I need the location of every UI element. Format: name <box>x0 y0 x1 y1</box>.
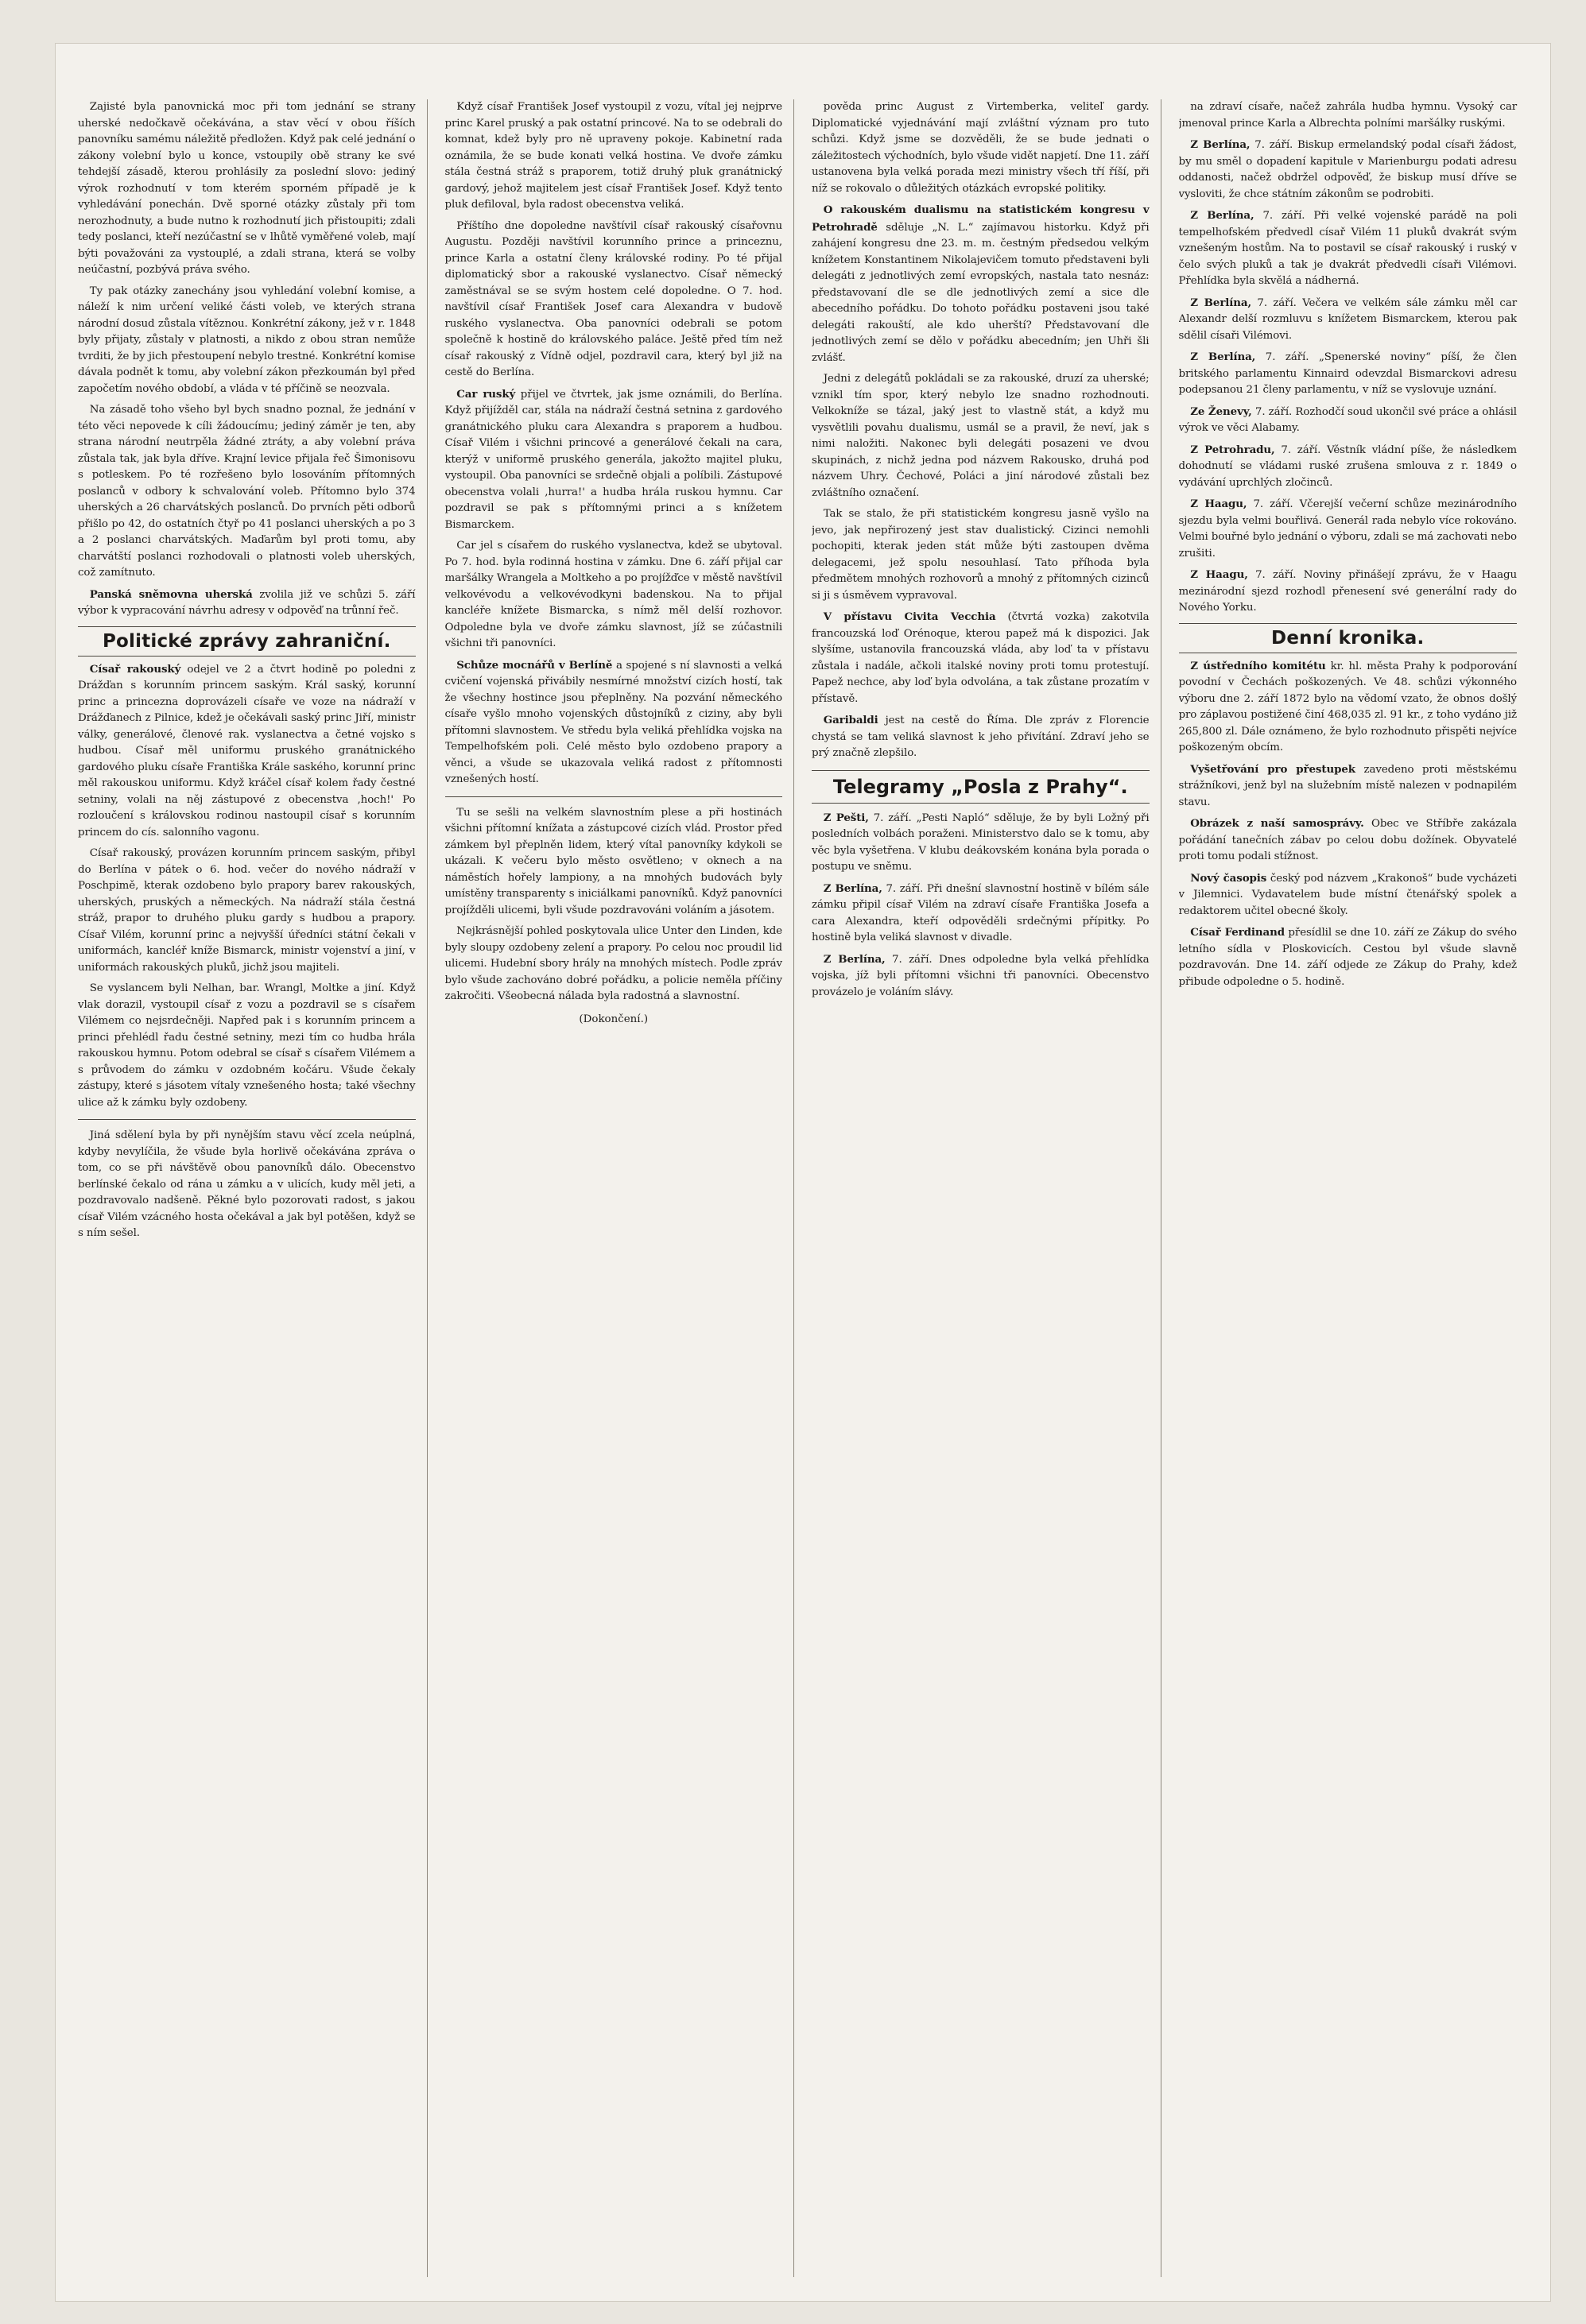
article-paragraph <box>1179 349 1518 399</box>
article-paragraph <box>1179 404 1518 437</box>
newspaper-page <box>56 44 1550 2301</box>
article-text: odejel ve 2 a čtvrt hodině po poledni z Drážďan s korunním princem saským. Král saský, korunní princ a princezna doprovázeli císaře ve voze na nádraží v Drážďanech z Pilnice, kdež je očekávali saský princ Jiří, ministr války, generálové, členové rak. vyslanectva a četné vojsko s hudbou. Císař měl uniformu pruského granátnického gardového pluku císaře Františka Krále saského, korunní princ měl rakouskou uniformu. Když kráčel císař kolem řady čestné setniny, volali na něj zástupové z obecenstva ,hoch!' Po rozloučení s královskou rodinou nastoupil císař s korunním princem do cís. salonního vagonu. <box>78 663 416 839</box>
article-paragraph <box>445 386 783 534</box>
article-text: a spojené s ní slavnosti a velká cvičení vojenská přivábily nesmírné množství cizích hostí, tak že všechny hostince jsou přeplněny. Na pozvání německého císaře vyšlo mnoho vojenských důstojníků z ciziny, aby byli přítomni slavnostem. Ve středu byla veliká přehlídka vojska na Tempelhofském poli. Celé město bylo ozdobeno prapory a věnci, a všude se ukazovala veliká radost z přítomnosti vznešených hostí. <box>444 659 782 785</box>
article-paragraph <box>812 810 1150 876</box>
article-text: Ty pak otázky zanechány jsou vyhledání volební komise, a náleží k nim určení veliké části voleb, ve kterých strana národní dosud zůstala vítěznou. Konkrétní zákony, jež v r. 1848 byly přijaty, zůstaly v platnosti, a nikdo z obou stran nemůže tvrditi, že by jich přestoupení nebylo trestné. Konkrétní komise dávala podnět k tomu, aby volební zákon přezkoumán byl před započetím nového období, a vláda v té příčině se neozvala. <box>78 285 416 395</box>
column-2 <box>445 99 795 2277</box>
article-text: Jedni z delegátů pokládali se za rakouské, druzí za uherské; vznikl tím spor, který nebylo lze snadno rozhodnouti. Velkokníže se tázal, jaký jest to vlastně stát, a když mu vysvětlili povahu dualismu, usmál se a pravil, že neví, jak s nimi naložiti. Nakonec byli delegáti posazeni ve dvou skupinách, z nichž jedna pod názvem Rakousko, druhá pod názvem Uhry. Čechové, Poláci a jiní národové zůstali bez zvláštního označení. <box>812 373 1150 499</box>
article-text: zvolila již ve schůzi 5. září výbor k vypracování návrhu adresy v odpověď na trůnní řeč. <box>78 588 416 617</box>
article-lead: Schůze mocnářů v Berlíně <box>456 658 613 672</box>
article-text: přijel ve čtvrtek, jak jsme oznámili, do Berlína. Když přijížděl car, stála na nádraží čestná setnina z gardového granátnického pluku cara Alexandra s praporem a hudbou. Císař Vilém i všichni princové a generálové čekali na cara, kterýž v uniformě pruského generála, jakožto majitel pluku, vystoupil. Oba panovníci se srdečně objali a políbili. Zástupové obecenstva volali ,hurra!' a hudba hrála ruskou hymnu. Car pozdravil se pak s přítomnými princi a s knížetem Bismarckem. <box>444 388 782 531</box>
article-lead: Z Haagu, <box>1190 568 1248 581</box>
article-lead: Z Haagu, <box>1190 498 1247 510</box>
article-text: 7. září. Při dnešní slavnostní hostině v bílém sále zámku připil císař Vilém na zdraví císaře Františka Josefa a cara Alexandra, kteří odpověděli srdečnými přípitky. Po hostině byla veliká slavnost v divadle. <box>812 882 1150 943</box>
article-lead: Vyšetřování pro přestupek <box>1190 762 1355 776</box>
article-paragraph <box>1179 815 1518 866</box>
article-paragraph <box>812 712 1150 762</box>
article-paragraph <box>1179 137 1518 203</box>
article-text: zavedeno proti městskému strážníkovi, jenž byl na služebním místě nalezen v podnapilém stavu. <box>1178 763 1517 808</box>
article-lead: Nový časopis <box>1190 871 1267 885</box>
article-text: Na zásadě toho všeho byl bych snadno poznal, že jednání v této věci nepovede k cíli žádoucímu; jediný záměr je ten, aby strana národní neutrpěla žádné ztráty, a aby volební práva zůstala tak, jak byla dříve. Krajní levice přijala řeč Šimonisovu s potleskem. Po té rozřešeno bylo losováním přítomných poslanců v odbory k schvalování voleb. Přítomno bylo 374 uherských a 26 charvátských poslanců. Do prvních pěti odborů přišlo po 42, do ostatních čtyř po 41 poslanci uherských a po 3 a 2 poslanci charvátských. Maďarům byl proti tomu, aby charvátští poslanci rozhodovali o platnosti voleb uherských, což zamítnuto. <box>78 404 416 579</box>
article-lead: V přístavu Civita Vecchia <box>823 610 996 623</box>
article-paragraph <box>1179 761 1518 811</box>
article-paragraph <box>1179 442 1518 492</box>
article-paragraph <box>812 951 1150 1001</box>
article-lead: Car ruský <box>456 387 516 401</box>
section-heading: Denní kronika. <box>1179 623 1518 653</box>
article-text: sděluje „N. L.“ zajímavou historku. Když při zahájení kongresu dne 23. m. m. čestným předsedou velkým knížetem Konstantinem Nikolajevičem tomuto představeni byli delegáti z jednotlivých zemí evropských, nastala tato nesnáz: představovaní dle se dle jednotlivých zemí a sice dle abecedního pořádku. Do tohoto pořádku postaveni jsou také delegáti rakouští, ale kdo uherští? Představovaní dle jednotlivých zemí se dělo v pořádku abecedním; jen Uhři šli zvlášť. <box>812 221 1150 364</box>
article-paragraph <box>1179 870 1518 920</box>
article-paragraph <box>812 881 1150 947</box>
article-paragraph <box>78 661 416 842</box>
article-text: přesídlil se dne 10. září ze Zákup do svého letního sídla v Ploskovicích. Cestou byl všude slavně pozdravován. Dne 14. září odjede ze Zákup do Prahy, kdež přibude odpoledne o 5. hodině. <box>1178 927 1517 988</box>
article-paragraph <box>1179 295 1518 345</box>
section-heading: Politické zprávy zahraniční. <box>78 626 416 657</box>
article-text: 7. září. Noviny přinášejí zprávu, že v Haagu mezinárodní sjezd rozhodl přenesení své generální rady do Nového Yorku. <box>1178 569 1517 614</box>
article-lead: Z Berlína, <box>823 881 882 895</box>
article-text: na zdraví císaře, načež zahrála hudba hymnu. Vysoký car jmenoval prince Karla a Albrechta polními maršálky ruskými. <box>1178 101 1517 130</box>
article-text: Jiná sdělení byla by při nynějším stavu věcí zcela neúplná, kdyby nevylíčila, že všude byla horlivě očekávána zpráva o tom, co se při návštěvě obou panovníků dálo. Obecenstvo berlínské čekalo od rána u zámku a v ulicích, kudy měl jeti, a pozdravovalo nadšeně. Pěkné bylo pozorovati radost, s jakou císař Vilém vzácného hosta očekával a jak byl potěšen, když se s ním sešel. <box>78 1129 416 1239</box>
article-text: český pod názvem „Krakonoš“ bude vycházeti v Jilemnici. Vydavatelem bude místní čtenářský spolek a redaktorem učitel obecné školy. <box>1178 872 1518 917</box>
article-paragraph <box>445 657 783 788</box>
article-text: 7. září. Rozhodčí soud ukončil své práce a ohlásil výrok ve věci Alabamy. <box>1178 405 1517 434</box>
columns <box>78 99 1528 2277</box>
article-text: Tu se sešli na velkém slavnostním plese a při hostinách všichni přítomní knížata a zástupcové cizích vlád. Prostor před zámkem byl přeplněn lidem, který vítal panovníky kdykoli se ukázali. K večeru bylo město osvětleno; v oknech a na náměstích hořely lampiony, a na mnohých budovách byly umístěny transparenty s iniciálkami panovníků. Když panovníci projížděli ulicemi, byli všude pozdravováni voláním a jásotem. <box>444 806 782 916</box>
article-paragraph <box>1179 567 1518 617</box>
divider <box>445 796 783 797</box>
article-lead: Císař rakouský <box>89 662 181 676</box>
article-lead: Z Pešti, <box>823 811 869 824</box>
article-text: Car jel s císařem do ruského vyslanectva, kdež se ubytoval. Po 7. hod. byla rodinná hostina v zámku. Dne 6. září přijal car maršálky Wrangela a Moltkeho a po projížďce v městě navštívil velkovévodu a velkovévodkyni badenskou. Na to přijal kancléře knížete Bismarcka, s nímž měl delší rozhovor. Odpoledne byla ve dvoře zámku slavnost, jíž se zúčastnili všichni tři panovníci. <box>444 540 782 649</box>
article-text: 7. září. Biskup ermelandský podal císaři žádost, by mu směl o dopadení kapitule v Marienburgu podati adresu oddanosti, načež obdržel odpověď, že biskup musí dříve se vysloviti, že chce státním zákonům se podrobiti. <box>1178 139 1518 200</box>
article-lead: Panská sněmovna uherská <box>89 587 253 601</box>
article-text: 7. září. Dnes odpoledne byla velká přehlídka vojska, jíž byli přítomni všichni tři panovníci. Obecenstvo provázelo je voláním slávy. <box>812 953 1150 998</box>
article-lead: O rakouském dualismu na statistickém kongresu v Petrohradě <box>812 203 1150 234</box>
article-lead: Z ústředního komitétu <box>1190 659 1326 672</box>
telegram-heading: Telegramy „Posla z Prahy“. <box>812 770 1150 804</box>
article-text: Nejkrásnější pohled poskytovala ulice Unter den Linden, kde byly sloupy ozdobeny zelení a prapory. Po celou noc proudil lid ulicemi. Hudební sbory hrály na mnohých místech. Podle zpráv bylo všude zachováno dobré pořádku, a policie neměla příčiny zakročiti. Všeobecná nálada byla radostná a slavnostní. <box>444 925 782 1002</box>
article-paragraph <box>812 609 1150 707</box>
column-4 <box>1179 99 1529 2277</box>
article-paragraph <box>812 202 1150 366</box>
article-paragraph <box>1179 496 1518 562</box>
article-lead: Z Berlína, <box>823 952 886 966</box>
article-paragraph <box>1179 924 1518 990</box>
article-lead: Garibaldi <box>823 714 878 726</box>
divider <box>78 1119 416 1120</box>
article-lead: Císař Ferdinand <box>1190 926 1285 939</box>
article-lead: Z Berlína, <box>1190 209 1254 222</box>
article-lead: Z Berlína, <box>1190 351 1256 363</box>
article-text: 7. září. Večera ve velkém sále zámku měl car Alexandr delší rozmluvu s knížetem Bismarckem, kterou pak sdělil císaři Vilémovi. <box>1178 296 1518 342</box>
article-paragraph <box>1179 207 1518 290</box>
article-paragraph <box>78 587 416 620</box>
article-text: 7. září. Při velké vojenské parádě na poli tempelhofském předvedl císař Vilém 11 pluků dvakrát svým vznešeným hostům. Na to postavil se císař rakouský i ruský v čelo svých pluků a tak je dvakrát předvedli císaři Vilémovi. Přehlídka byla skvělá a nádherná. <box>1178 210 1517 287</box>
continuation-note: (Dokončení.) <box>579 1013 649 1025</box>
article-text: Příštího dne dopoledne navštívil císař rakouský císařovnu Augustu. Později navštívil korunního prince a princeznu, prince Karla a ostatní členy královské rodiny. Po té přijal diplomatický sbor a rakouské vyslanectvo. Císař německý zaměstnával se se svým hostem celé dopoledne. O 7. hod. navštívil císař František Josef cara Alexandra v budově ruského vyslanectva. Oba panovníci odebrali se potom společně k hostině do královského paláce. Ještě před tím než císař rakouský z Vídně odjel, pozdravil cara, který byl již na cestě do Berlína. <box>444 219 782 378</box>
article-text: Když císař František Josef vystoupil z vozu, vítal jej nejprve princ Karel pruský a pak ostatní princové. Na to se odebrali do komnat, kdež byly pro ně upraveny pokoje. Kabinetní rada oznámila, že se bude konati velká hostina. Ve dvoře zámku stála čestná stráž s praporem, totiž druhý pluk granátnický gardový, jehož majitelem jest císař František Josef. Když tento pluk defiloval, byla radost obecenstva veliká. <box>444 101 782 211</box>
article-text: 7. září. „Pesti Napló“ sděluje, že by byli Ložný při posledních volbách poraženi. Ministerstvo dalo se k tomu, aby věc byla vyšetřena. V klubu deákovském konána byla porada o postupu ve sněmu. <box>812 811 1150 873</box>
article-paragraph <box>1179 658 1518 757</box>
article-lead: Z Petrohradu, <box>1190 443 1275 456</box>
article-lead: Z Berlína, <box>1190 296 1252 309</box>
article-text: Obec ve Stříbře zakázala pořádání tanečních zábav po celou dobu dožínek. Obyvatelé proti tomu podali stížnost. <box>1178 818 1517 862</box>
article-text: 7. září. Věstník vládní píše, že následkem dohodnutí se vládami ruské zrušena smlouva z r. 1849 o vydávání uprchlých zločinců. <box>1178 443 1517 489</box>
article-text: 7. září. Včerejší večerní schůze mezinárodního sjezdu byla velmi bouřlivá. Generál rada nebylo více rokováno. Velmi bouřné bylo jednání o výboru, zdali se má zachovati nebo zrušiti. <box>1178 498 1517 560</box>
article-text: Se vyslancem byli Nelhan, bar. Wrangl, Moltke a jiní. Když vlak dorazil, vystoupil císař z vozu a pozdravil se s císařem Vilémem co nejsrdečněji. Napřed pak i s korunním princem a princi přehlédl řadu čestné setniny, mezi tím co hudba hrála rakouskou hymnu. Potom odebral se císař s císařem Vilémem a s průvodem do zámku v ozdobném kočáru. Všude čekaly zástupy, které s jásotem vítaly vznešeného hosta; také všechny ulice až k zámku byly ozdobeny. <box>78 982 416 1109</box>
article-lead: Obrázek z naší samosprávy. <box>1190 817 1364 830</box>
article-text: Zajisté byla panovnická moc při tom jednání se strany uherské nedočkavě očekávána, a stav věcí v obou říších panovníku samému náležitě předložen. Když pak celé jednání o zákony volební bylo u konce, vstoupily obě strany ke své tehdejší zásadě, kterou prohlásily za poslední slovo: jediný výrok rozhodnutí v tom kterém sporném případě je k vyhledávání ponechán. Dvě sporné otázky zůstaly při tom nerozhodnuty, a bude nutno k rozhodnutí jich přistoupiti; zdali tedy poslanci, kteří nezúčastní se v lhůtě vyměřené voleb, mají býti považováni za vystouplé, a zdali strana, která se volby neúčastní, pozbývá práva svého. <box>78 101 416 276</box>
article-text: kr. hl. města Prahy k podporování povodní v Čechách poškozených. Ve 48. schůzi výkonného výboru dne 2. září 1872 bylo na vědomí vzato, že obnos došlý pro záplavou postižené činí 468,035 zl. 91 kr., z toho vydáno již 265,800 zl. Dále oznámeno, že bylo rozhodnuto přispěti nejvíce poškozeným obcím. <box>1178 660 1517 753</box>
article-text: 7. září. „Spenerské noviny“ píší, že člen britského parlamentu Kinnaird odevzdal Bismarckovi adresu podepsanou 21 členy parlamentu, v níž se vyslovuje uznání. <box>1178 351 1517 396</box>
article-text: pověda princ August z Virtemberka, veliteľ gardy. Diplomatické vyjednávání mají zvláštní význam pro tuto schůzi. Když jsme se dozvěděli, že se bude jednati o záležitostech východních, bylo všude vidět napjetí. Dne 11. září ustanovena byla velká porada mezi ministry všech tří říší, při níž se rokovalo o důležitých otázkách evropské politiky. <box>812 101 1150 195</box>
article-lead: Ze Ženevy, <box>1190 405 1252 418</box>
article-text: jest na cestě do Říma. Dle zpráv z Florencie chystá se tam veliká slavnost k jeho přivítání. Zdraví jeho se prý značně zlepšilo. <box>812 715 1150 759</box>
column-3 <box>812 99 1161 2277</box>
article-text: (čtvrtá vozka) zakotvila francouzská loď Orénoque, kterou papež má k dispozici. Jak slyšíme, ustanovila francouzská vláda, aby loď ta v přístavu zůstala i nadále, ačkoli italské noviny proti tomu protestují. Papež nechce, aby loď byla odvolána, a tak zůstane prozatím v přístavě. <box>812 611 1150 705</box>
article-text: Tak se stalo, že při statistickém kongresu jasně vyšlo na jevo, jak nepřirozený jest stav dualistický. Cizinci nemohli pochopiti, kterak jeden stát může býti zastoupen dvěma delegacemi, jež spolu nesouhlasí. Tato příhoda byla předmětem mnohých rozhovorů a mnohý z přítomných cizinců si ji s úsměvem vypravoval. <box>812 508 1150 602</box>
column-1 <box>78 99 428 2277</box>
article-text: Císař rakouský, provázen korunním princem saským, přibyl do Berlína v pátek o 6. hod. večer do nového nádraží v Poschpimě, kterak ozdobeno bylo prapory barev rakouských, uherských, pruských a německých. Na nádraží stála čestná stráž, prapor to druhého pluku gardy s hudbou a prapory. Císař Vilém, korunní princ a nejvyšší úředníci státní čekali v uniformách, kancléř kníže Bismarck, ministr vojenství a jiní, v uniformách rakouských pluků, jichž jsou majiteli. <box>78 847 416 974</box>
article-lead: Z Berlína, <box>1190 138 1251 151</box>
